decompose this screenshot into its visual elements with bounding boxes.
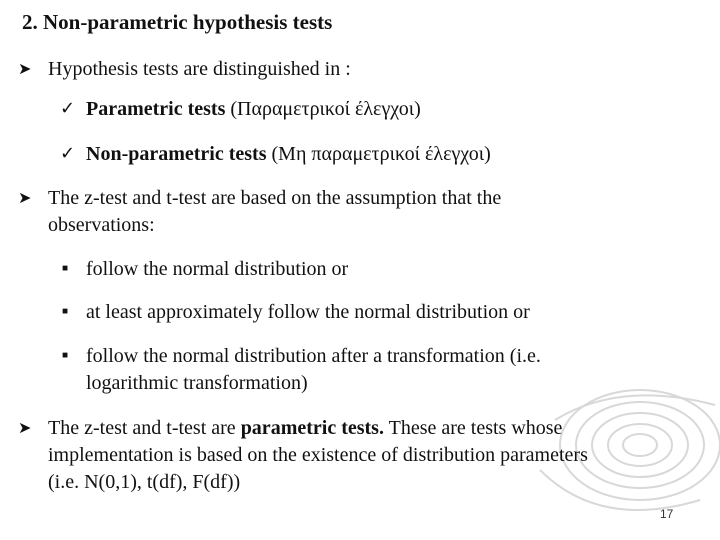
bullet-text: (i.e. N(0,1), t(df), F(df)): [48, 471, 241, 493]
checkmark-icon: ✓: [60, 143, 76, 164]
arrow-bullet-icon: ➤: [18, 188, 32, 207]
arrow-bullet-icon: ➤: [18, 418, 32, 437]
subitem-nonparametric: [86, 141, 491, 167]
arrow-bullet-icon: ➤: [18, 59, 32, 78]
subitem-text: at least approximately follow the normal distribution or: [86, 301, 530, 323]
subitem-text: logarithmic transformation): [86, 372, 308, 394]
bullet-text-bold: parametric tests.: [240, 417, 384, 439]
bullet-text: [48, 415, 562, 441]
bullet-text-post: These are tests whose: [383, 417, 563, 439]
bullet-text-pre: The z-test and t-test are: [48, 417, 241, 439]
square-bullet-icon: ■: [62, 306, 69, 317]
bullet-text: implementation is based on the existence of distribution parameters: [48, 444, 588, 466]
subitem-text: follow the normal distribution after a transformation (i.e.: [86, 345, 541, 367]
slide-title: 2. Non-parametric hypothesis tests: [22, 10, 333, 34]
subitem-bold-text: Non-parametric tests: [86, 143, 267, 165]
page-number: 17: [660, 507, 674, 521]
subitem-text: follow the normal distribution or: [86, 258, 349, 280]
square-bullet-icon: ■: [62, 263, 69, 274]
subitem-bold-text: Parametric tests: [86, 98, 226, 120]
bullet-text: The z-test and t-test are based on the assumption that the: [48, 187, 502, 209]
bullet-text: observations:: [48, 214, 155, 236]
square-bullet-icon: ■: [62, 350, 69, 361]
checkmark-icon: ✓: [60, 98, 76, 119]
subitem-parametric: [86, 96, 421, 122]
subitem-greek-text: (Παραμετρικοί έλεγχοι): [225, 98, 421, 120]
bullet-text: Hypothesis tests are distinguished in :: [48, 58, 351, 80]
subitem-greek-text: (Μη παραμετρικοί έλεγχοι): [266, 143, 491, 165]
